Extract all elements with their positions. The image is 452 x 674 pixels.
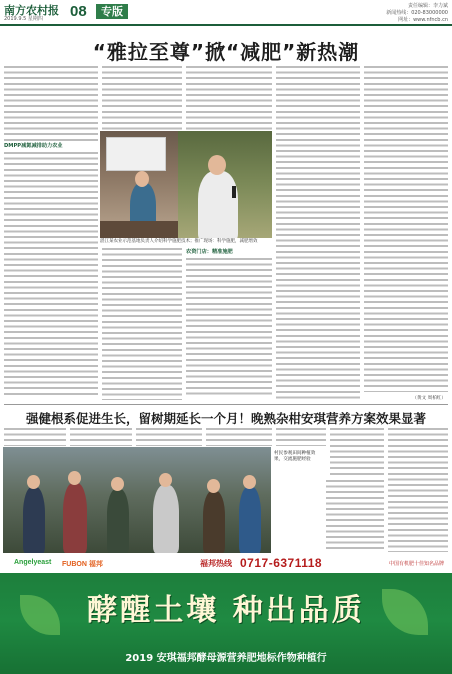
body-text-block [102, 66, 182, 130]
body-text-block [4, 428, 66, 446]
projector-screen [106, 137, 166, 171]
hotline-label: 福邦热线 [200, 559, 232, 568]
photo-3-caption: 村民参观田间种植效果，交流施肥经验 [272, 449, 322, 465]
editor-line: 责任编辑：李力斌 [407, 3, 448, 9]
speaker-head [135, 171, 149, 187]
contact-line: 新闻热线：020-83000000 [386, 10, 448, 16]
photo-1-2-caption: 湛江某农业示范基地负责人介绍科学施肥技术；推广现场：科学施肥，减肥增效 [100, 239, 258, 244]
article-1-column-5 [364, 66, 448, 392]
villager-head [68, 471, 81, 485]
body-text-block [136, 428, 202, 446]
body-text-block [276, 66, 360, 400]
article-2-column-6-top [330, 428, 384, 478]
body-text-block [206, 428, 272, 446]
section-divider [4, 404, 448, 405]
villager-figure [203, 491, 225, 553]
ad-subtitle: 2019 安琪福邦酵母源营养肥地标作物种植行 [125, 653, 327, 664]
issue-date: 2019.9.5 星期四 [4, 16, 43, 22]
ad-slogan: 酵醒土壤 种出品质 [87, 593, 365, 628]
headline-1: “雅拉至尊”掀“减肥”新热潮 [92, 40, 360, 64]
body-text-block [388, 428, 448, 552]
page-number: 08 [70, 3, 87, 20]
article-photo-3 [3, 447, 271, 553]
article-1-column-4 [276, 66, 360, 400]
brand-logo-fubon: FUBON 福邦 [62, 561, 103, 568]
advertisement [0, 555, 452, 674]
body-text-block [102, 248, 182, 400]
hotline-number: 0717-6371118 [240, 556, 323, 570]
villager-head [207, 479, 220, 493]
body-text-block [70, 428, 132, 446]
villager-head [243, 475, 256, 489]
villager-head [159, 473, 172, 487]
article-1-column-1 [4, 66, 98, 400]
newspaper-logo: 南方农村报 [4, 4, 59, 17]
villager-figure [23, 487, 45, 553]
photo-1-caption: 湛江某农业示范基地负责人介绍科学施肥技术 [100, 239, 190, 244]
article-1-column-3-top [186, 66, 272, 130]
body-text-block [186, 258, 272, 398]
body-text-block [4, 66, 98, 142]
article-2-column-1-top [4, 428, 66, 446]
body-text-block [364, 66, 448, 392]
article-2-column-2-top [70, 428, 132, 446]
body-text-block [330, 428, 384, 478]
website-line: 网址：www.nfncb.cn [398, 17, 448, 23]
body-text-block [186, 66, 272, 130]
article-1-column-2-top [102, 66, 182, 130]
presenter-head [208, 155, 226, 175]
villager-head [27, 475, 40, 489]
podium [100, 221, 178, 238]
villager-head [111, 477, 124, 491]
villager-figure [107, 489, 129, 553]
article-2-column-5 [326, 480, 384, 552]
headline-2: 强健根系促进生长，留树期延长一个月！晚熟杂柑安琪营养方案效果显著 [25, 411, 426, 426]
ad-top-bar [0, 555, 452, 573]
masthead-contact [386, 3, 448, 24]
presenter-figure [198, 171, 238, 238]
villager-figure [153, 485, 179, 553]
article-1-column-2-bottom [102, 248, 182, 400]
article-2-column-4-top [206, 428, 272, 446]
microphone-icon [232, 186, 236, 198]
article-1-column-3-bottom [186, 248, 272, 400]
article-2-column-7 [388, 428, 448, 552]
villager-figure [63, 483, 87, 553]
brand-logo-angel: Angelyeast [14, 559, 52, 566]
body-text-block [326, 480, 384, 552]
section-badge: 专版 [96, 4, 128, 19]
author-note: （黄文 周柏红） [412, 396, 446, 401]
photo-2-caption: 推广现场：科学施肥，减肥增效 [194, 239, 258, 244]
sub-heading-2: 农资门店：精准施肥 [186, 249, 233, 255]
award-badge: 中国有机肥十佳知名品牌 [388, 561, 444, 567]
article-2-column-5-top [276, 428, 326, 446]
body-text-block [276, 428, 326, 446]
body-text-block [4, 152, 98, 397]
masthead [0, 0, 452, 26]
article-photo-2 [178, 131, 272, 238]
article-2-column-3-top [136, 428, 202, 446]
villager-figure [239, 487, 261, 553]
sub-heading-1: DMPP减氮减排助力农业 [4, 143, 63, 149]
